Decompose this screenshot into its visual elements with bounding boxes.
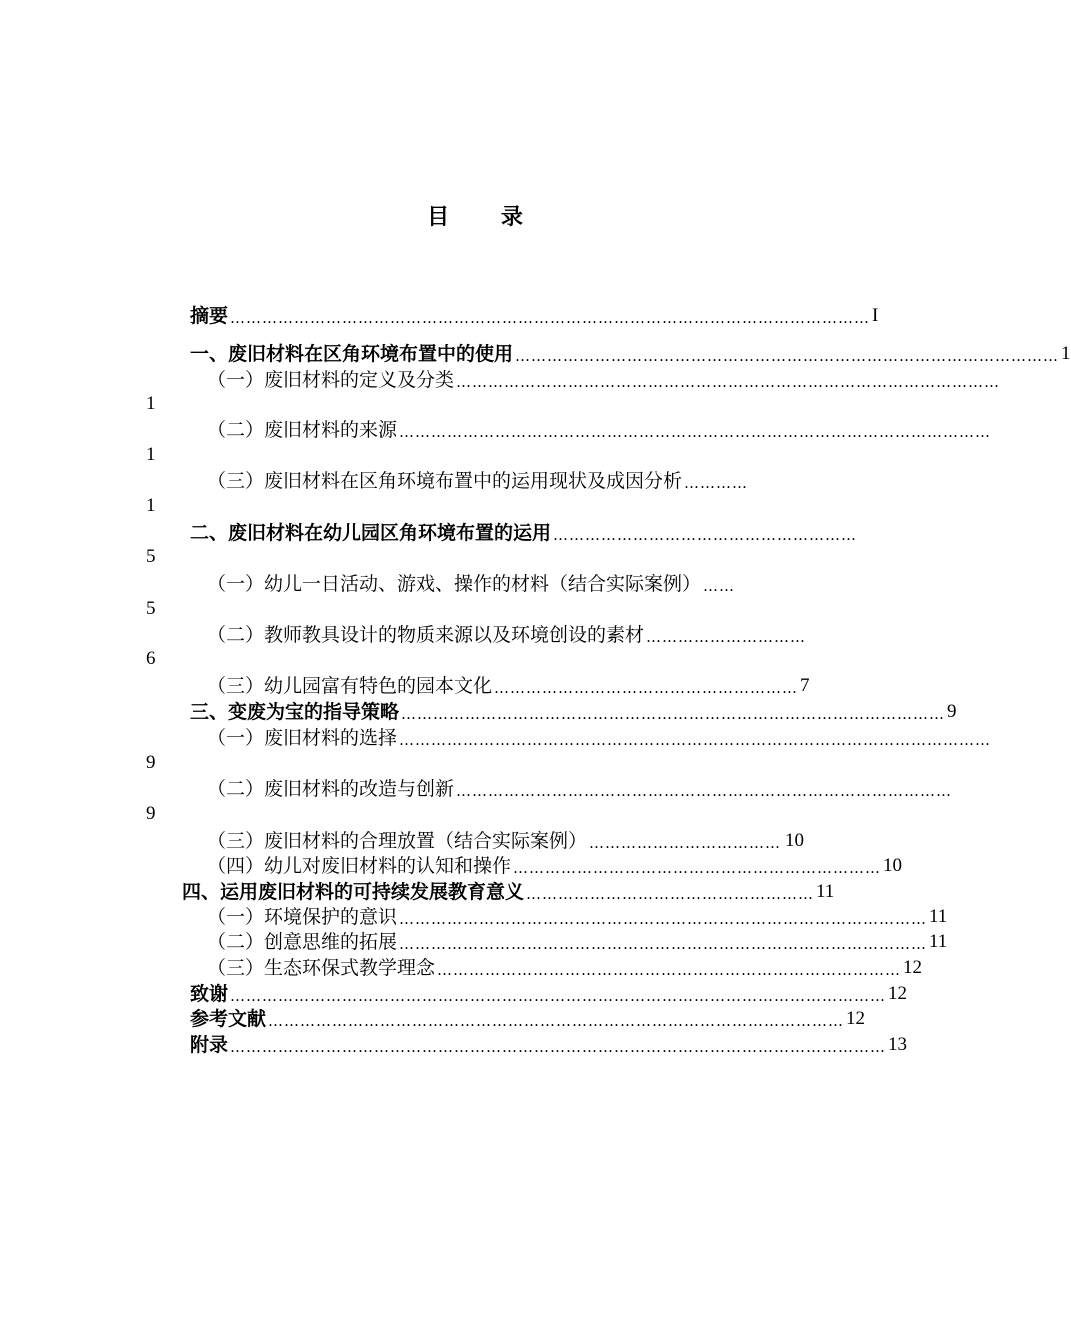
leader-dots: ………………………………………………………………………………………: [399, 935, 928, 953]
toc-entry-page: 11: [816, 881, 835, 902]
toc-entry-3-1[interactable]: [207, 726, 992, 750]
leader-dots: …………………………………………………………………………………………: [401, 705, 946, 723]
toc-entry-3-4[interactable]: [207, 854, 903, 878]
toc-entry-chapter-2[interactable]: [190, 521, 858, 545]
toc-entry-1-2[interactable]: [207, 418, 992, 442]
leader-dots: …………………………………………………………………………………………………………: [230, 309, 871, 327]
toc-entry-page: 10: [785, 830, 804, 851]
toc-entry-label: 四、运用废旧材料的可持续发展教育意义: [182, 881, 525, 903]
toc-entry-page: I: [872, 305, 879, 326]
leader-dots: ……………………………………………………………………………………………………………: [230, 1038, 887, 1056]
toc-entry-page: 9: [146, 752, 156, 773]
toc-entry-2-2[interactable]: [207, 623, 805, 647]
toc-entry-4-2[interactable]: [207, 930, 948, 954]
leader-dots: …………………………………………………………………………………………………: [399, 731, 992, 749]
toc-entry-page: 12: [888, 983, 908, 1004]
toc-entry-4-1[interactable]: [207, 905, 948, 929]
toc-entry-label: （二）废旧材料的来源: [207, 419, 398, 441]
leader-dots: …………………………: [646, 628, 807, 646]
leader-dots: …………………………………………………………………………………………: [456, 373, 1001, 391]
toc-entry-label: （二）废旧材料的改造与创新: [207, 778, 455, 800]
leader-dots: ………………………………………………………………………………………: [399, 910, 928, 928]
toc-entry-label: 参考文献: [190, 1008, 267, 1030]
leader-dots: ………………………………………………………………………………………………: [268, 1012, 845, 1030]
toc-entry-chapter-4[interactable]: [182, 880, 835, 904]
toc-entry-page: 1: [146, 495, 156, 516]
toc-entry-2-1[interactable]: [207, 572, 805, 596]
leader-dots: ……: [703, 577, 736, 595]
toc-entry-label: （二）教师教具设计的物质来源以及环境创设的素材: [207, 624, 645, 646]
leader-dots: ………………………………………………: [526, 885, 815, 903]
leader-dots: …………………………………………………………………………………: [456, 782, 953, 800]
toc-entry-1-1[interactable]: [207, 368, 1001, 392]
toc-entry-3-3[interactable]: [207, 829, 804, 853]
toc-entry-label: （三）生态环保式教学理念: [207, 957, 436, 979]
toc-entry-label: 一、废旧材料在区角环境布置中的使用: [190, 343, 514, 365]
toc-entry-page: 5: [146, 598, 156, 619]
toc-entry-page: 1: [1061, 343, 1071, 364]
toc-entry-chapter-3[interactable]: [190, 700, 957, 724]
toc-entry-page: 9: [146, 803, 156, 824]
leader-dots: …………………………………………………: [494, 679, 799, 697]
toc-entry-label: 摘要: [190, 305, 229, 327]
toc-entry-label: 致谢: [190, 983, 229, 1005]
toc-entry-label: （一）环境保护的意识: [207, 906, 398, 928]
toc-entry-label: （二）创意思维的拓展: [207, 931, 398, 953]
toc-entry-label: 三、变废为宝的指导策略: [190, 701, 400, 723]
toc-entry-page: 12: [903, 957, 923, 978]
toc-entry-label: （一）幼儿一日活动、游戏、操作的材料（结合实际案例）: [207, 573, 702, 595]
leader-dots: ……………………………………………………………………………: [437, 961, 902, 979]
toc-entry-label: 二、废旧材料在幼儿园区角环境布置的运用: [190, 522, 552, 544]
toc-title: 目 录: [427, 205, 545, 230]
leader-dots: …………………………………………………………………………………………………: [399, 423, 992, 441]
toc-entry-2-3[interactable]: [207, 674, 810, 698]
toc-entry-page: 9: [947, 701, 957, 722]
toc-entry-acknowledgements[interactable]: [190, 982, 908, 1006]
toc-entry-page: 11: [929, 906, 948, 927]
leader-dots: …………………………………………………………………………………………: [515, 347, 1060, 365]
leader-dots: ……………………………………………………………: [513, 859, 882, 877]
toc-entry-1-3[interactable]: [207, 469, 805, 493]
toc-entry-page: 6: [146, 648, 156, 669]
toc-entry-4-3[interactable]: [207, 956, 923, 980]
toc-entry-label: （三）废旧材料在区角环境布置中的运用现状及成因分析: [207, 470, 683, 492]
toc-entry-label: （三）废旧材料的合理放置（结合实际案例）: [207, 830, 588, 852]
toc-entry-page: 13: [888, 1034, 908, 1055]
toc-entry-appendix[interactable]: [190, 1033, 908, 1057]
toc-entry-references[interactable]: [190, 1007, 866, 1031]
toc-entry-label: （一）废旧材料的选择: [207, 727, 398, 749]
leader-dots: ………………………………: [589, 834, 782, 852]
toc-entry-label: （四）幼儿对废旧材料的认知和操作: [207, 855, 512, 877]
toc-entry-label: （三）幼儿园富有特色的园本文化: [207, 675, 493, 697]
toc-entry-label: 附录: [190, 1034, 229, 1056]
toc-entry-page: 1: [146, 393, 156, 414]
toc-entry-3-2[interactable]: [207, 777, 953, 801]
leader-dots: ……………………………………………………………………………………………………………: [230, 987, 887, 1005]
toc-entry-page: 11: [929, 931, 948, 952]
toc-entry-abstract[interactable]: [190, 304, 879, 328]
leader-dots: …………………………………………………: [553, 526, 858, 544]
leader-dots: …………: [684, 474, 749, 492]
toc-entry-page: 10: [883, 855, 903, 876]
toc-entry-page: 5: [146, 546, 156, 567]
toc-entry-page: 1: [146, 444, 156, 465]
toc-entry-chapter-1[interactable]: [190, 342, 1071, 366]
toc-entry-label: （一）废旧材料的定义及分类: [207, 369, 455, 391]
toc-entry-page: 12: [846, 1008, 866, 1029]
toc-entry-page: 7: [800, 675, 810, 696]
